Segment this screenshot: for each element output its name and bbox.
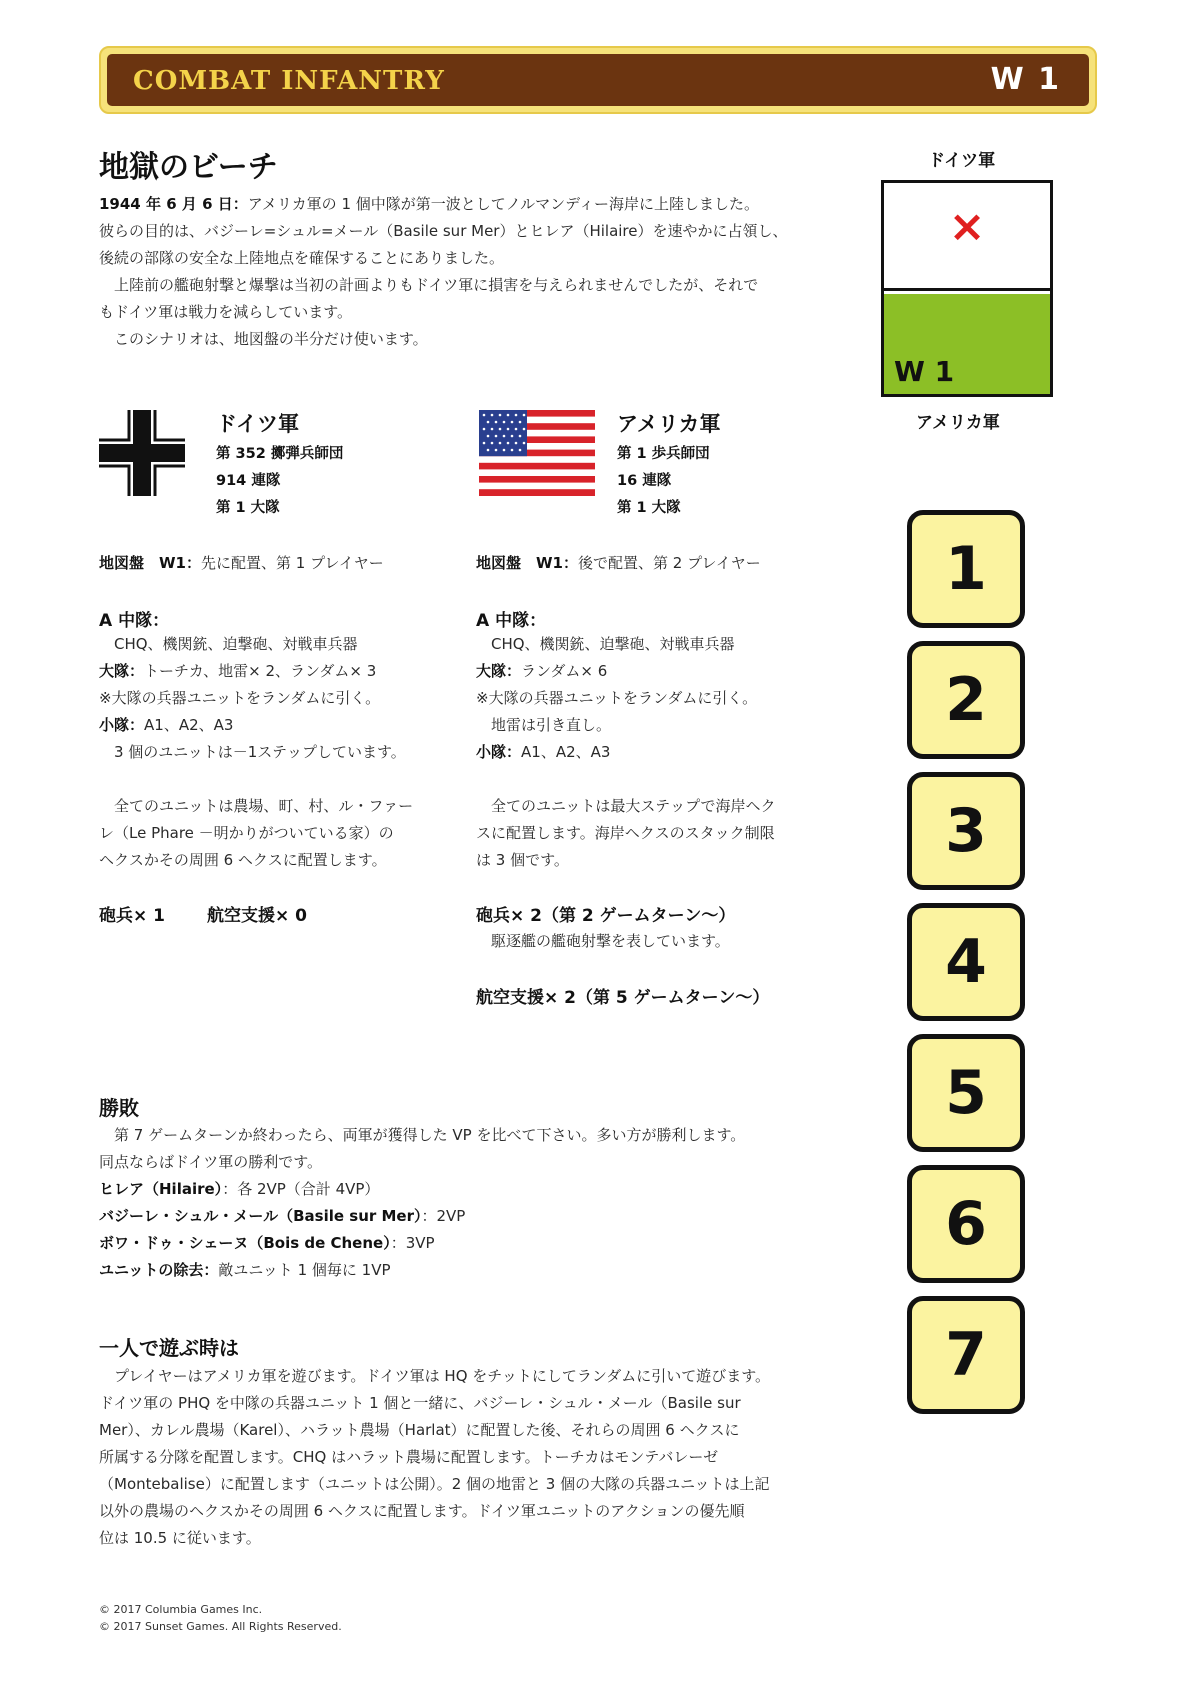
usa-platoon-line: 小隊：A1、A2、A3 <box>476 743 611 761</box>
usa-deploy-1: 全てのユニットは最大ステップで海岸ヘク <box>476 797 776 815</box>
scenario-title: 地獄のビーチ <box>99 150 278 185</box>
germany-air: 航空支援× 0 <box>207 906 307 926</box>
copyright-2: © 2017 Sunset Games. All Rights Reserved. <box>99 1620 342 1633</box>
germany-map-line: 地図盤 W1：先に配置、第 1 プレイヤー <box>99 554 384 572</box>
usa-battalion-line: 大隊：ランダム× 6 <box>476 662 608 680</box>
solo-line-7: 位は 10.5 に従います。 <box>99 1529 261 1547</box>
intro-line-1: 1944 年 6 月 6 日：アメリカ軍の 1 個中隊が第一波としてノルマンディー海岸に上陸しました。 <box>99 195 759 213</box>
germany-side <box>884 183 1050 291</box>
germany-platoon-note: 3 個のユニットは－1ステップしています。 <box>99 743 406 761</box>
germany-battalion-note: ※大隊の兵器ユニットをランダムに引く。 <box>99 689 381 707</box>
germany-deploy-2: レ（Le Phare －明かりがついている家）の <box>99 824 394 842</box>
solo-line-4: 所属する分隊を配置します。CHQ はハラット農場に配置します。トーチカはモンテバレーゼ <box>99 1448 719 1466</box>
solo-title: 一人で遊ぶ時は <box>99 1336 239 1360</box>
germany-deploy-1: 全てのユニットは農場、町、村、ル・ファー <box>99 797 414 815</box>
solo-line-6: 以外の農場のヘクスかその周囲 6 ヘクスに配置します。ドイツ軍ユニットのアクションの優先順 <box>99 1502 745 1520</box>
victory-item-4: ユニットの除去：敵ユニット 1 個毎に 1VP <box>99 1261 391 1279</box>
victory-line-2: 同点ならばドイツ軍の勝利です。 <box>99 1153 323 1171</box>
usa-battalion-note: ※大隊の兵器ユニットをランダムに引く。 <box>476 689 758 707</box>
germany-name: ドイツ軍 <box>216 412 299 436</box>
solo-line-5: （Montebalise）に配置します（ユニットは公開）。2 個の地雷と 3 個の大隊の兵器ユニットは上記 <box>99 1475 770 1493</box>
victory-item-1: ヒレア（Hilaire）：各 2VP（合計 4VP） <box>99 1180 380 1198</box>
germany-battalion-line: 大隊：トーチカ、地雷× 2、ランダム× 3 <box>99 662 377 680</box>
germany-unit-2: 914 連隊 <box>216 473 281 489</box>
map-placement-panel <box>881 180 1053 397</box>
usa-unit-1: 第 1 歩兵師団 <box>617 446 710 462</box>
turn-box-2: 2 <box>907 641 1025 759</box>
solo-line-3: Mer）、カレル農場（Karel）、ハラット農場（Harlat）に配置した後、それらの周囲 6 ヘクスに <box>99 1421 740 1439</box>
germany-artillery: 砲兵× 1 <box>99 906 165 926</box>
solo-line-2: ドイツ軍の PHQ を中隊の兵器ユニット 1 個と一緒に、バジーレ・シュル・メール（Basile sur <box>99 1394 741 1412</box>
victory-item-3: ボワ・ドゥ・シェーヌ（Bois de Chene）：3VP <box>99 1234 435 1252</box>
intro-line-3: 後続の部隊の安全な上陸地点を確保することにありました。 <box>99 249 505 267</box>
usa-company-label: A 中隊： <box>476 611 547 631</box>
turn-box-3: 3 <box>907 772 1025 890</box>
usa-name: アメリカ軍 <box>617 412 721 436</box>
sidebar-top-label: ドイツ軍 <box>928 151 996 171</box>
germany-company-items: CHQ、機関銃、迫撃砲、対戦車兵器 <box>99 635 358 653</box>
usa-unit-2: 16 連隊 <box>617 473 672 489</box>
turn-box-4: 4 <box>907 903 1025 1021</box>
germany-deploy-3: ヘクスかその周囲 6 ヘクスに配置します。 <box>99 851 387 869</box>
banner-inner <box>107 54 1089 106</box>
usa-artillery-note: 駆逐艦の艦砲射撃を表しています。 <box>476 932 730 950</box>
scenario-code: W 1 <box>990 62 1061 97</box>
intro-line-5: もドイツ軍は戦力を減らしています。 <box>99 303 353 321</box>
intro-date: 1944 年 6 月 6 日： <box>99 195 248 213</box>
copyright-1: © 2017 Columbia Games Inc. <box>99 1603 263 1616</box>
solo-line-1: プレイヤーはアメリカ軍を遊びます。ドイツ軍は HQ をチットにしてランダムに引いて遊びます。 <box>99 1367 771 1385</box>
usa-side <box>884 294 1050 394</box>
sidebar-bottom-label: アメリカ軍 <box>916 413 1000 433</box>
title-banner <box>99 46 1097 114</box>
turn-box-1: 1 <box>907 510 1025 628</box>
usa-artillery: 砲兵× 2（第 2 ゲームターン～） <box>476 906 736 926</box>
intro-line-6: このシナリオは、地図盤の半分だけ使います。 <box>99 330 428 348</box>
usa-deploy-3: は 3 個です。 <box>476 851 569 869</box>
usa-air: 航空支援× 2（第 5 ゲームターン～） <box>476 988 770 1008</box>
victory-item-2: バジーレ・シュル・メール（Basile sur Mer）：2VP <box>99 1207 466 1225</box>
game-title: COMBAT INFANTRY <box>133 66 445 96</box>
turn-box-6: 6 <box>907 1165 1025 1283</box>
us-flag-icon <box>479 410 595 496</box>
usa-unit-3: 第 1 大隊 <box>617 500 681 516</box>
intro-line-4: 上陸前の艦砲射撃と爆撃は当初の計画よりもドイツ軍に損害を与えられませんでしたが、それで <box>99 276 759 294</box>
germany-unit-3: 第 1 大隊 <box>216 500 280 516</box>
usa-deploy-2: スに配置します。海岸ヘクスのスタック制限 <box>476 824 775 842</box>
map-code: W 1 <box>894 355 955 388</box>
usa-battalion-note-2: 地雷は引き直し。 <box>476 716 612 734</box>
turn-box-7: 7 <box>907 1296 1025 1414</box>
intro-line-2: 彼らの目的は、バジーレ=シュル=メール（Basile sur Mer）とヒレア（Hilaire）を速やかに占領し、 <box>99 222 788 240</box>
germany-unit-1: 第 352 擲弾兵師団 <box>216 446 344 462</box>
x-mark-icon: × <box>948 201 986 252</box>
germany-company-label: A 中隊： <box>99 611 170 631</box>
turn-box-5: 5 <box>907 1034 1025 1152</box>
usa-company-items: CHQ、機関銃、迫撃砲、対戦車兵器 <box>476 635 735 653</box>
victory-title: 勝敗 <box>99 1096 139 1120</box>
germany-platoon-line: 小隊：A1、A2、A3 <box>99 716 234 734</box>
usa-map-line: 地図盤 W1：後で配置、第 2 プレイヤー <box>476 554 761 572</box>
victory-line-1: 第 7 ゲームターンか終わったら、両軍が獲得した VP を比べて下さい。多い方が勝利します。 <box>99 1126 746 1144</box>
balkenkreuz-icon <box>99 410 185 496</box>
